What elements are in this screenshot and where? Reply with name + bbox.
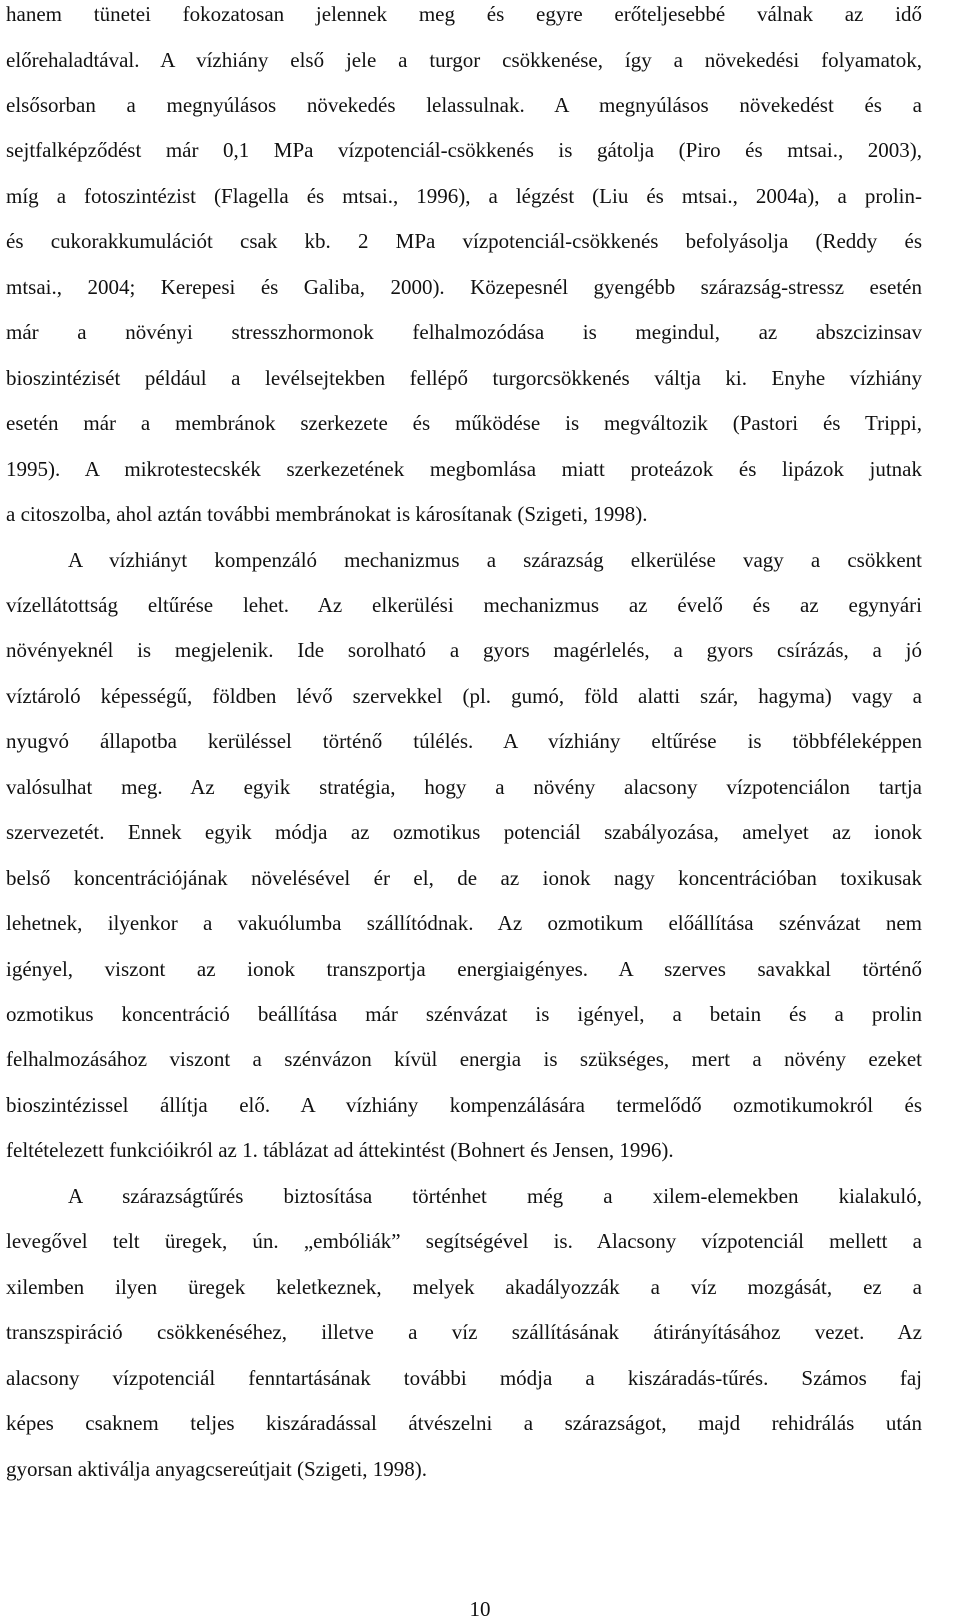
text-line: A szárazságtűrés biztosítása történhet még a xilem-elemekben kialakuló, bbox=[68, 1184, 922, 1208]
text-line: gyorsan aktiválja anyagcsereútjait (Szigeti, 1998). bbox=[6, 1457, 428, 1481]
text-line: bioszintézisét például a levélsejtekben fellépő turgorcsökkenés váltja ki. Enyhe vízhiány bbox=[6, 366, 922, 390]
text-line: előrehaladtával. A vízhiány első jele a turgor csökkenése, így a növekedési folyamatok, bbox=[6, 48, 922, 72]
text-line: levegővel telt üregek, ún. „embóliák” segítségével is. Alacsony vízpotenciál mellett a bbox=[6, 1229, 922, 1253]
text-line: valósulhat meg. Az egyik stratégia, hogy a növény alacsony vízpotenciálon tartja bbox=[6, 775, 922, 799]
text-line: A vízhiányt kompenzáló mechanizmus a szárazság elkerülése vagy a csökkent bbox=[68, 548, 922, 572]
text-line: vízellátottság eltűrése lehet. Az elkerülési mechanizmus az évelő és az egynyári bbox=[6, 593, 922, 617]
text-line: elsősorban a megnyúlásos növekedés lelassulnak. A megnyúlásos növekedést és a bbox=[6, 93, 922, 117]
text-line: szervezetét. Ennek egyik módja az ozmotikus potenciál szabályozása, amelyet az ionok bbox=[6, 820, 922, 844]
text-line: növényeknél is megjelenik. Ide sorolható a gyors magérlelés, a gyors csírázás, a jó bbox=[6, 638, 922, 662]
text-line: és cukorakkumulációt csak kb. 2 MPa vízpotenciál-csökkenés befolyásolja (Reddy és bbox=[6, 229, 922, 253]
text-line: belső koncentrációjának növelésével ér el, de az ionok nagy koncentrációban toxikusak bbox=[6, 866, 922, 890]
text-line: nyugvó állapotba kerüléssel történő túlélés. A vízhiány eltűrése is többféleképpen bbox=[6, 729, 922, 753]
text-line: feltételezett funkcióikról az 1. táblázat ad áttekintést (Bohnert és Jensen, 1996). bbox=[6, 1138, 674, 1162]
text-line: ozmotikus koncentráció beállítása már szénvázat is igényel, a betain és a prolin bbox=[6, 1002, 922, 1026]
text-line: mtsai., 2004; Kerepesi és Galiba, 2000). Közepesnél gyengébb szárazság-stressz esetén bbox=[6, 275, 922, 299]
text-line: képes csaknem teljes kiszáradással átvészelni a szárazságot, majd rehidrálás után bbox=[6, 1411, 922, 1435]
text-line: felhalmozásához viszont a szénvázon kívül energia is szükséges, mert a növény ezeket bbox=[6, 1047, 922, 1071]
text-line: sejtfalképződést már 0,1 MPa vízpotenciál-csökkenés is gátolja (Piro és mtsai., 2003), bbox=[6, 138, 922, 162]
text-line: igényel, viszont az ionok transzportja energiaigényes. A szerves savakkal történő bbox=[6, 957, 922, 981]
text-line: xilemben ilyen üregek keletkeznek, melyek akadályozzák a víz mozgását, ez a bbox=[6, 1275, 922, 1299]
text-line: már a növényi stresszhormonok felhalmozódása is megindul, az abszcizinsav bbox=[6, 320, 922, 344]
text-line: hanem tünetei fokozatosan jelennek meg és egyre erőteljesebbé válnak az idő bbox=[6, 2, 922, 26]
text-line: lehetnek, ilyenkor a vakuólumba szállítódnak. Az ozmotikum előállítása szénvázat nem bbox=[6, 911, 922, 935]
text-line: míg a fotoszintézist (Flagella és mtsai., 1996), a légzést (Liu és mtsai., 2004a), a prolin- bbox=[6, 184, 922, 208]
page-number: 10 bbox=[469, 1597, 491, 1621]
text-line: transzspiráció csökkenéséhez, illetve a víz szállításának átirányításához vezet. Az bbox=[6, 1320, 922, 1344]
text-line: bioszintézissel állítja elő. A vízhiány kompenzálására termelődő ozmotikumokról és bbox=[6, 1093, 922, 1117]
text-line: alacsony vízpotenciál fenntartásának további módja a kiszáradás-tűrés. Számos faj bbox=[6, 1366, 922, 1390]
text-line: víztároló képességű, földben lévő szervekkel (pl. gumó, föld alatti szár, hagyma) vagy a bbox=[6, 684, 922, 708]
text-line: a citoszolba, ahol aztán további membránokat is károsítanak (Szigeti, 1998). bbox=[6, 502, 648, 526]
text-line: esetén már a membránok szerkezete és működése is megváltozik (Pastori és Trippi, bbox=[6, 411, 922, 435]
text-line: 1995). A mikrotestecskék szerkezetének megbomlása miatt proteázok és lipázok jutnak bbox=[6, 457, 922, 481]
